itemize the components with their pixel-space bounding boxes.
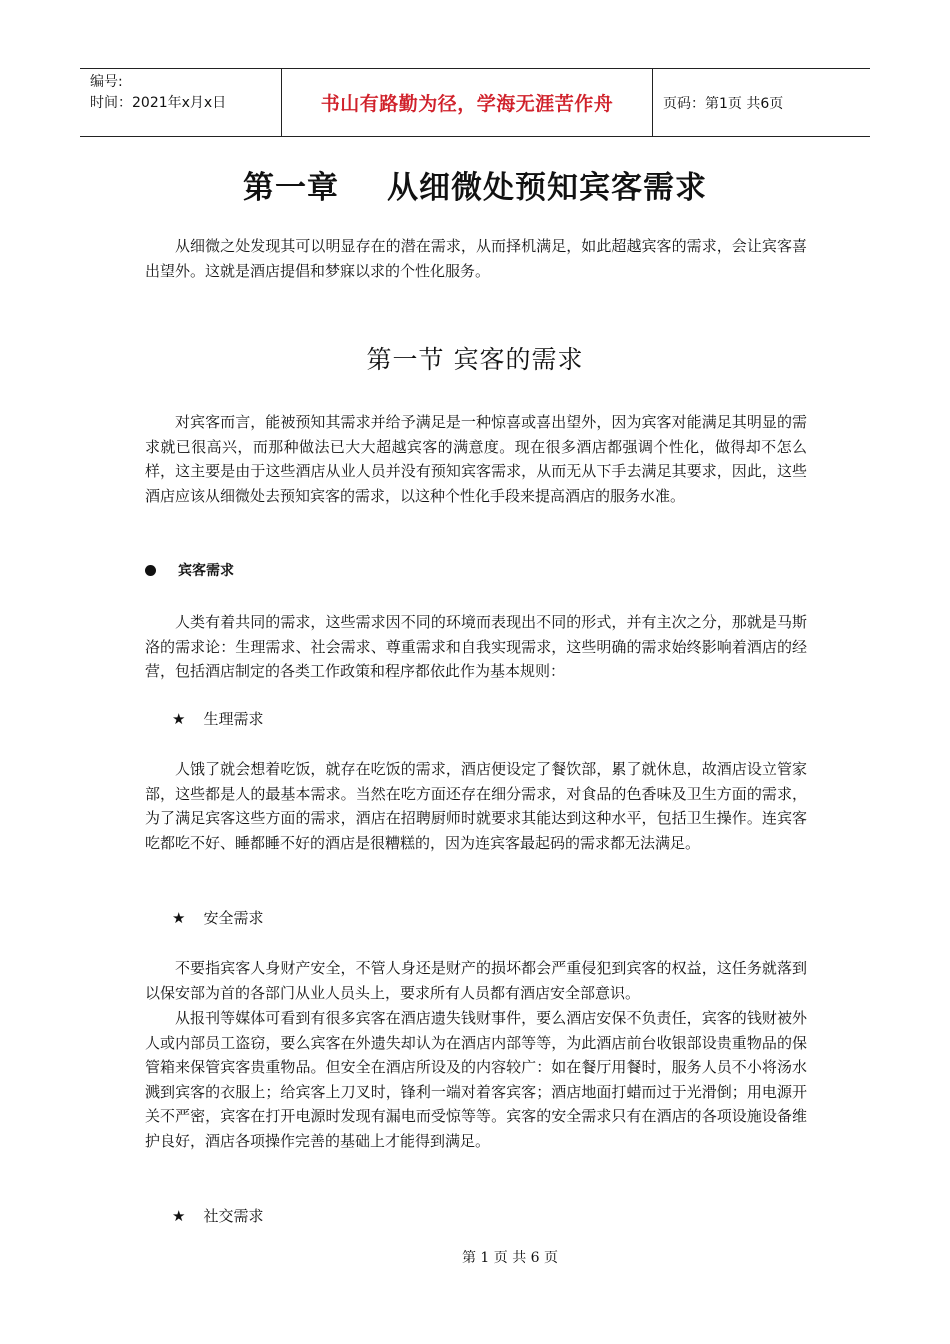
page-footer: 第 1 页 共 6 页 <box>461 1250 559 1266</box>
section-title: 第一节 宾客的需求 <box>366 345 584 374</box>
bullet-label: 宾客需求 <box>178 563 234 579</box>
star-icon: ★ <box>172 908 186 927</box>
intro-paragraph: 从细微之处发现其可以明显存在的潜在需求，从而择机满足，如此超越宾客的需求，会让宾客喜出望外。这就是酒店提倡和梦寐以求的个性化服务。 <box>145 237 807 280</box>
subheading-physiological <box>172 708 263 729</box>
star-icon: ★ <box>172 709 186 728</box>
header-meta <box>80 69 282 136</box>
chapter-number: 第一章 <box>243 170 339 206</box>
chapter-title <box>0 162 950 207</box>
chapter-name: 从细微处预知宾客需求 <box>387 170 707 206</box>
paragraph-5: 从报刊等媒体可看到有很多宾客在酒店遗失钱财事件，要么酒店安保不负责任，宾客的钱财被外人或内部员工盗窃，要么宾客在外遗失却认为在酒店内部等等，为此酒店前台收银部设贵重物品的保管箱来保管宾客贵重物品。但安全在酒店所设及的内容较广：如在餐厅用餐时，服务人员不小将汤水溅到宾客的衣服上；给宾客上刀叉时，锋利一端对着客宾客；酒店地面打蜡而过于光滑倒；用电源开关不严密，宾客在打开电源时发现有漏电而受惊等等。宾客的安全需求只有在酒店的各项设施设备维护良好，酒店各项操作完善的基础上才能得到满足。 <box>145 1009 807 1150</box>
paragraph-3: 人饿了就会想着吃饭，就存在吃饭的需求，酒店便设定了餐饮部，累了就休息，故酒店设立管家部，这些都是人的最基本需求。当然在吃方面还存在细分需求，对食品的色香味及卫生方面的需求，为了满足宾客这些方面的需求，酒店在招聘厨师时就要求其能达到这种水平，包括卫生操作。连宾客吃都吃不好、睡都睡不好的酒店是很糟糕的，因为连宾客最起码的需求都无法满足。 <box>145 760 807 852</box>
subheading-label: 生理需求 <box>203 710 264 728</box>
subheading-label: 安全需求 <box>203 909 264 927</box>
header-page-info: 页码：第1页 共6页 <box>663 95 784 112</box>
star-icon: ★ <box>172 1206 186 1225</box>
paragraph-4: 不要指宾客人身财产安全，不管人身还是财产的损坏都会严重侵犯到宾客的权益，这任务就落到以保安部为首的各部门从业人员头上，要求所有人员都有酒店安全部意识。 <box>145 959 807 1002</box>
bullet-heading <box>145 560 234 580</box>
subheading-safety <box>172 907 263 928</box>
serial-label: 编号: <box>90 74 123 90</box>
time-label: 时间：2021年x月x日 <box>90 95 227 111</box>
bullet-dot-icon <box>145 565 156 576</box>
subheading-label: 社交需求 <box>203 1207 264 1225</box>
subheading-social <box>172 1205 263 1226</box>
header-motto: 书山有路勤为径，学海无涯苦作舟 <box>282 69 653 136</box>
paragraph-2: 人类有着共同的需求，这些需求因不同的环境而表现出不同的形式，并有主次之分，那就是马斯洛的需求论：生理需求、社会需求、尊重需求和自我实现需求，这些明确的需求始终影响着酒店的经营，包括酒店制定的各类工作政策和程序都依此作为基本规则： <box>145 613 807 680</box>
document-header <box>80 68 870 137</box>
paragraph-1: 对宾客而言，能被预知其需求并给予满足是一种惊喜或喜出望外，因为宾客对能满足其明显的需求就已很高兴，而那种做法已大大超越宾客的满意度。现在很多酒店都强调个性化，做得却不怎么样，这主要是由于这些酒店从业人员并没有预知宾客需求，从而无从下手去满足其要求，因此，这些酒店应该从细微处去预知宾客的需求，以这种个性化手段来提高酒店的服务水准。 <box>145 413 807 505</box>
